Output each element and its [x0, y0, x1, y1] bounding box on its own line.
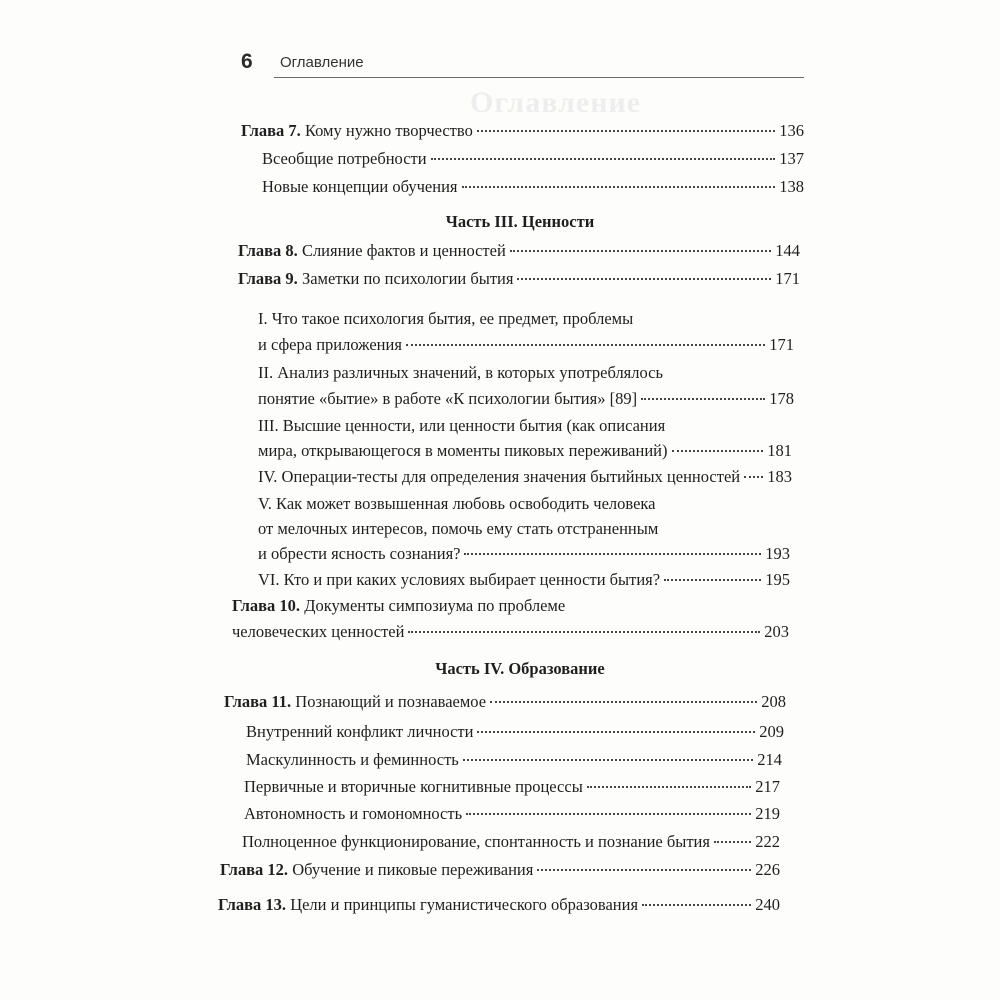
dot-leader: [477, 731, 755, 733]
dot-leader: [431, 158, 776, 160]
dot-leader: [642, 904, 751, 906]
dot-leader: [664, 579, 761, 581]
page-number: 6: [241, 50, 253, 73]
section-title: Автономность и гомономность: [244, 804, 463, 823]
bleed-through-text: Оглавление: [470, 86, 642, 119]
toc-entry-chapter-8[interactable]: [238, 241, 800, 261]
page-ref: 171: [775, 269, 800, 288]
page-ref: 183: [767, 467, 792, 486]
toc-entry-section[interactable]: [242, 832, 780, 852]
chapter-label: Глава 13.: [218, 895, 287, 914]
toc-entry-section[interactable]: [246, 722, 784, 742]
chapter-title: Слияние фактов и ценностей: [301, 241, 506, 260]
part-heading: Часть III. Ценности: [445, 212, 595, 231]
section-title: Первичные и вторичные когнитивные процессы: [244, 777, 583, 796]
dot-leader: [462, 186, 776, 188]
section-title: и сфера приложения: [258, 335, 402, 354]
section-title-line: III. Высшие ценности, или ценности бытия (как описания: [258, 416, 666, 435]
chapter-title: Заметки по психологии бытия: [301, 269, 514, 288]
page-ref: 193: [765, 544, 790, 563]
dot-leader: [406, 344, 765, 346]
toc-entry-section[interactable]: [258, 441, 792, 461]
page-ref: 209: [759, 722, 784, 741]
chapter-label: Глава 12.: [220, 860, 289, 879]
dot-leader: [510, 250, 771, 252]
toc-entry-section[interactable]: [258, 544, 790, 564]
section-title: VI. Кто и при каких условиях выбирает ценности бытия?: [258, 570, 661, 589]
section-title: Полноценное функционирование, спонтанность и познание бытия: [242, 832, 710, 851]
toc-entry-section[interactable]: [244, 804, 780, 824]
chapter-label: Глава 8.: [238, 241, 298, 260]
chapter-label: Глава 10.: [232, 596, 301, 615]
dot-leader: [466, 813, 751, 815]
dot-leader: [517, 278, 771, 280]
dot-leader: [408, 631, 760, 633]
section-title: понятие «бытие» в работе «К психологии бытия» [89]: [258, 389, 638, 408]
page-ref: 136: [779, 121, 804, 140]
page-ref: 137: [779, 149, 804, 168]
chapter-title: человеческих ценностей: [232, 622, 405, 641]
toc-entry-section[interactable]: [258, 570, 790, 590]
chapter-title: Кому нужно творчество: [304, 121, 473, 140]
page-ref: 226: [755, 860, 780, 879]
page-ref: 138: [779, 177, 804, 196]
dot-leader: [464, 553, 761, 555]
section-title: Всеобщие потребности: [262, 149, 427, 168]
section-title-line: от мелочных интересов, помочь ему стать отстраненным: [258, 519, 659, 538]
chapter-title: Познающий и познаваемое: [295, 692, 487, 711]
page-ref: 171: [769, 335, 794, 354]
toc-entry-section[interactable]: [258, 389, 794, 409]
toc-entry-section[interactable]: [246, 750, 782, 770]
dot-leader: [714, 841, 751, 843]
toc-entry-chapter-11[interactable]: [224, 692, 786, 712]
page-ref: 217: [755, 777, 780, 796]
section-title: Маскулинность и феминность: [246, 750, 459, 769]
chapter-title-line: [232, 596, 565, 616]
chapter-title: Документы симпозиума по проблеме: [304, 596, 566, 615]
dot-leader: [537, 869, 751, 871]
toc-entry-chapter-10[interactable]: [232, 622, 789, 642]
toc-entry-section[interactable]: [262, 149, 804, 169]
toc-entry-section[interactable]: [258, 335, 794, 355]
section-title: Новые концепции обучения: [262, 177, 458, 196]
chapter-title: Цели и принципы гуманистического образования: [290, 895, 639, 914]
page-ref: 203: [764, 622, 789, 641]
dot-leader: [641, 398, 765, 400]
page-ref: 178: [769, 389, 794, 408]
toc-entry-section[interactable]: [244, 777, 780, 797]
section-title: IV. Операции-тесты для определения значения бытийных ценностей: [258, 467, 741, 486]
section-title: мира, открывающегося в моменты пиковых переживаний): [258, 441, 668, 460]
page-ref: 222: [755, 832, 780, 851]
toc-entry-section[interactable]: [262, 177, 804, 197]
dot-leader: [587, 786, 751, 788]
chapter-label: Глава 9.: [238, 269, 298, 288]
dot-leader: [744, 476, 763, 478]
dot-leader: [477, 130, 775, 132]
dot-leader: [672, 450, 764, 452]
section-title-line: V. Как может возвышенная любовь освободить человека: [258, 494, 656, 513]
toc-entry-chapter-7[interactable]: [241, 121, 804, 141]
page-ref: 240: [755, 895, 780, 914]
section-title-line: I. Что такое психология бытия, ее предмет, проблемы: [258, 309, 634, 328]
chapter-label: Глава 11.: [224, 692, 292, 711]
page-ref: 144: [775, 241, 800, 260]
toc-entry-chapter-9[interactable]: [238, 269, 800, 289]
chapter-label: Глава 7.: [241, 121, 301, 140]
toc-entry-chapter-12[interactable]: [220, 860, 780, 880]
chapter-title: Обучение и пиковые переживания: [292, 860, 534, 879]
page-ref: 208: [761, 692, 786, 711]
section-title: и обрести ясность сознания?: [258, 544, 461, 563]
page-ref: 219: [755, 804, 780, 823]
dot-leader: [463, 759, 753, 761]
page-ref: 214: [757, 750, 782, 769]
toc-entry-chapter-13[interactable]: [218, 895, 780, 915]
page-ref: 181: [767, 441, 792, 460]
part-heading: Часть IV. Образование: [435, 659, 605, 678]
toc-entry-section[interactable]: [258, 467, 792, 487]
running-head: Оглавление: [280, 54, 364, 71]
page-ref: 195: [765, 570, 790, 589]
dot-leader: [490, 701, 757, 703]
section-title-line: II. Анализ различных значений, в которых употреблялось: [258, 363, 664, 382]
section-title: Внутренний конфликт личности: [246, 722, 474, 741]
